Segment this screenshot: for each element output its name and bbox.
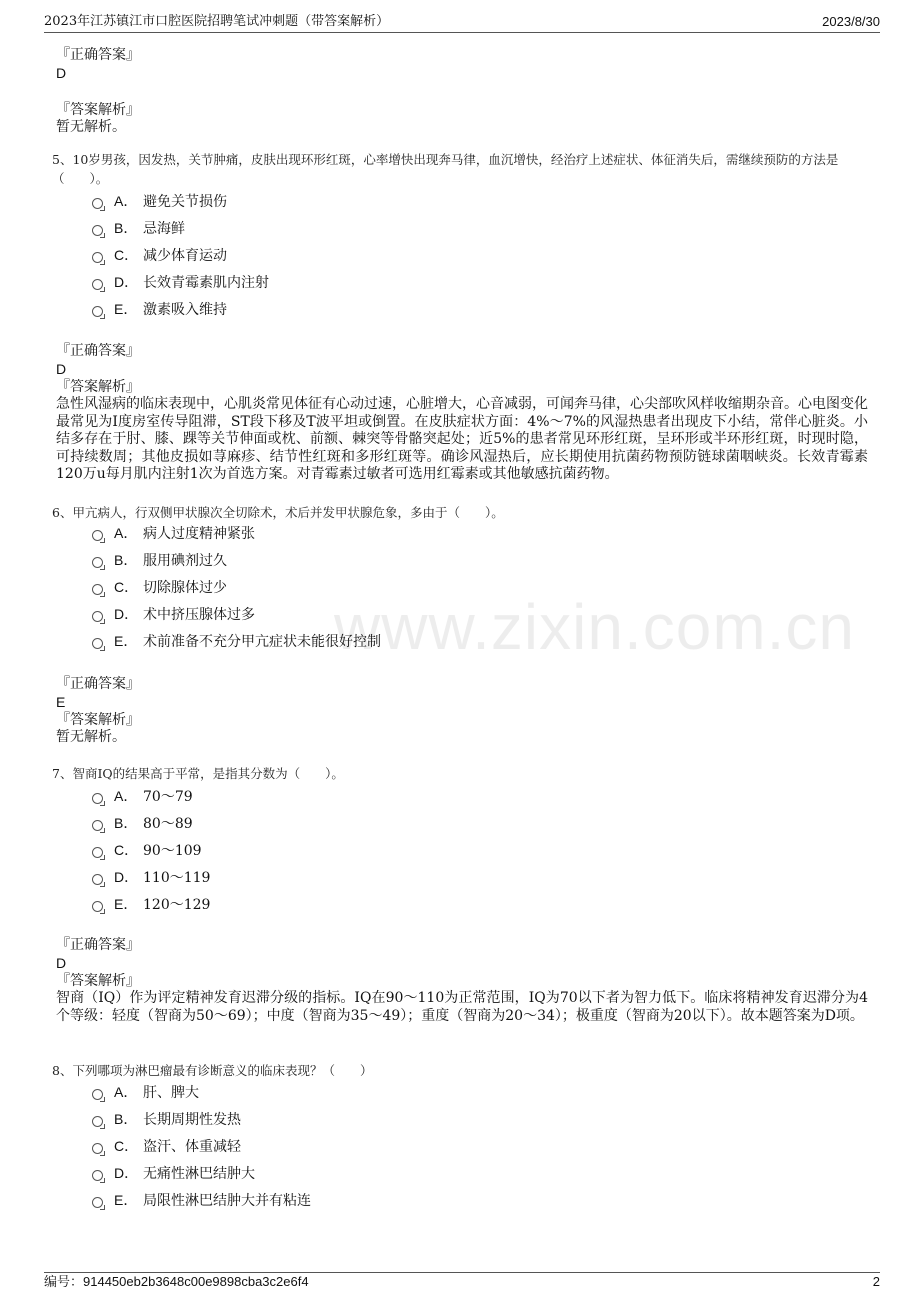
option-text: 无痛性淋巴结肿大 (143, 1166, 255, 1182)
option-a[interactable] (92, 786, 792, 813)
option-text: 90～109 (143, 843, 202, 859)
radio-icon[interactable] (92, 1170, 103, 1181)
option-text: 70～79 (143, 789, 193, 805)
explain-label: 『答案解析』 (56, 712, 140, 728)
answer-block-q5 (56, 342, 868, 484)
option-b[interactable] (92, 550, 792, 577)
option-e[interactable] (92, 299, 792, 326)
watermark: www.zixin.com.cn (334, 591, 855, 663)
option-letter: D． (114, 869, 139, 885)
radio-icon[interactable] (92, 638, 103, 649)
answer-label: 『正确答案』 (56, 937, 140, 953)
option-text: 忌海鲜 (143, 221, 185, 237)
option-letter: E． (114, 301, 138, 317)
option-b[interactable] (92, 813, 792, 840)
radio-icon[interactable] (92, 820, 103, 831)
answer-label: 『正确答案』 (56, 343, 140, 359)
code-label: 编号： (44, 1275, 84, 1290)
option-text: 120～129 (143, 897, 211, 913)
option-text: 盗汗、体重减轻 (143, 1139, 241, 1155)
document-date: 2023/8/30 (822, 14, 880, 29)
radio-icon[interactable] (92, 1197, 103, 1208)
explain-label: 『答案解析』 (56, 102, 140, 118)
answer-value: D (56, 361, 67, 377)
explain-text: 智商（IQ）作为评定精神发育迟滞分级的指标。IQ在90～110为正常范围，IQ为70以下者为智力低下。临床将精神发育迟滞分为4个等级：轻度（智商为50～69）；中度（智商为35～49）；重度（智商为20～34）；极重度（智商为20以下）。故本题答案为D项。 (56, 990, 868, 1024)
option-e[interactable] (92, 894, 792, 921)
document-title: 2023年江苏镇江市口腔医院招聘笔试冲刺题（带答案解析） (44, 14, 390, 29)
option-list (92, 786, 792, 921)
option-e[interactable] (92, 1190, 792, 1217)
option-letter: C． (114, 579, 139, 595)
option-c[interactable] (92, 245, 792, 272)
option-letter: A． (114, 1084, 138, 1100)
option-letter: A． (114, 788, 138, 804)
radio-icon[interactable] (92, 793, 103, 804)
radio-icon[interactable] (92, 225, 103, 236)
option-text: 肝、脾大 (143, 1085, 199, 1101)
option-text: 减少体育运动 (143, 248, 227, 264)
option-text: 术前准备不充分甲亢症状未能很好控制 (143, 634, 381, 650)
answer-value: D (56, 65, 67, 81)
option-text: 激素吸入维持 (143, 302, 227, 318)
option-letter: D． (114, 606, 139, 622)
document-code (44, 1273, 309, 1292)
question-text: 6、甲亢病人，行双侧甲状腺次全切除术，术后并发甲状腺危象，多由于（ ）。 (52, 505, 504, 520)
option-text: 局限性淋巴结肿大并有粘连 (143, 1193, 311, 1209)
option-letter: B． (114, 552, 138, 568)
option-text: 长期周期性发热 (143, 1112, 241, 1128)
option-text: 110～119 (143, 870, 211, 886)
radio-icon[interactable] (92, 279, 103, 290)
option-letter: A． (114, 525, 138, 541)
answer-block-q6 (56, 675, 868, 747)
radio-icon[interactable] (92, 1143, 103, 1154)
radio-icon[interactable] (92, 611, 103, 622)
option-c[interactable] (92, 1136, 792, 1163)
option-text: 80～89 (143, 816, 193, 832)
answer-label: 『正确答案』 (56, 47, 140, 63)
option-letter: B． (114, 815, 138, 831)
option-b[interactable] (92, 1109, 792, 1136)
option-d[interactable] (92, 1163, 792, 1190)
explain-label: 『答案解析』 (56, 973, 140, 989)
answer-block-q4 (56, 46, 868, 82)
option-text: 服用碘剂过久 (143, 553, 227, 569)
answer-label: 『正确答案』 (56, 676, 140, 692)
radio-icon[interactable] (92, 847, 103, 858)
explain-label: 『答案解析』 (56, 379, 140, 395)
answer-block-q7 (56, 936, 868, 1025)
option-list (92, 523, 792, 658)
answer-value: D (56, 955, 67, 971)
question-text: 5、10岁男孩，因发热，关节肿痛，皮肤出现环形红斑，心率增快出现奔马律，血沉增快，经治疗上述症状、体征消失后，需继续预防的方法是（ ）。 (52, 152, 839, 186)
option-letter: C． (114, 842, 139, 858)
option-d[interactable] (92, 272, 792, 299)
option-d[interactable] (92, 867, 792, 894)
code-value: 914450eb2b3648c00e9898cba3c2e6f4 (83, 1274, 309, 1289)
option-a[interactable] (92, 523, 792, 550)
option-c[interactable] (92, 840, 792, 867)
page-header (44, 12, 880, 33)
option-letter: C． (114, 247, 139, 263)
option-text: 病人过度精神紧张 (143, 526, 255, 542)
option-letter: D． (114, 274, 139, 290)
option-text: 长效青霉素肌内注射 (143, 275, 269, 291)
option-d[interactable] (92, 604, 792, 631)
radio-icon[interactable] (92, 1089, 103, 1100)
radio-icon[interactable] (92, 1116, 103, 1127)
radio-icon[interactable] (92, 901, 103, 912)
question-text: 8、下列哪项为淋巴瘤最有诊断意义的临床表现？（ ） (52, 1063, 373, 1078)
answer-value: E (56, 694, 66, 710)
option-letter: B． (114, 220, 138, 236)
radio-icon[interactable] (92, 252, 103, 263)
explain-block-q4 (56, 101, 868, 137)
option-letter: D． (114, 1165, 139, 1181)
radio-icon[interactable] (92, 306, 103, 317)
explain-text: 暂无解析。 (56, 119, 126, 135)
page-number: 2 (872, 1274, 880, 1289)
option-letter: A． (114, 193, 138, 209)
radio-icon[interactable] (92, 530, 103, 541)
option-a[interactable] (92, 1082, 792, 1109)
explain-text: 暂无解析。 (56, 729, 126, 745)
option-list (92, 1082, 792, 1217)
page-footer (44, 1272, 880, 1293)
option-text: 避免关节损伤 (143, 194, 227, 210)
radio-icon[interactable] (92, 198, 103, 209)
option-letter: E． (114, 633, 138, 649)
radio-icon[interactable] (92, 584, 103, 595)
explain-text: 急性风湿病的临床表现中，心肌炎常见体征有心动过速，心脏增大，心音减弱，可闻奔马律，心尖部吹风样收缩期杂音。心电图变化最常见为I度房室传导阻滞，ST段下移及T波平坦或倒置。在皮肤症状方面：4%～7%的风湿热患者出现皮下小结，常伴心脏炎。小结多存在于肘、膝、踝等关节伸面或枕、前额、棘突等骨骼突起处；近5%的患者常见环形红斑，呈环形或半环形红斑，时现时隐，可持续数周；其他皮损如荨麻疹、结节性红斑和多形红斑等。确诊风湿热后，应长期使用抗菌药物预防链球菌咽峡炎。长效青霉素120万u每月肌内注射1次为首选方案。对青霉素过敏者可选用红霉素或其他敏感抗菌药物。 (56, 396, 868, 482)
radio-icon[interactable] (92, 874, 103, 885)
option-list (92, 191, 792, 326)
question-text: 7、智商IQ的结果高于平常，是指其分数为（ ）。 (52, 766, 344, 781)
option-text: 切除腺体过少 (143, 580, 227, 596)
option-letter: E． (114, 896, 138, 912)
option-b[interactable] (92, 218, 792, 245)
option-a[interactable] (92, 191, 792, 218)
option-c[interactable] (92, 577, 792, 604)
option-letter: E． (114, 1192, 138, 1208)
option-e[interactable] (92, 631, 792, 658)
option-text: 术中挤压腺体过多 (143, 607, 255, 623)
radio-icon[interactable] (92, 557, 103, 568)
option-letter: C． (114, 1138, 139, 1154)
option-letter: B． (114, 1111, 138, 1127)
